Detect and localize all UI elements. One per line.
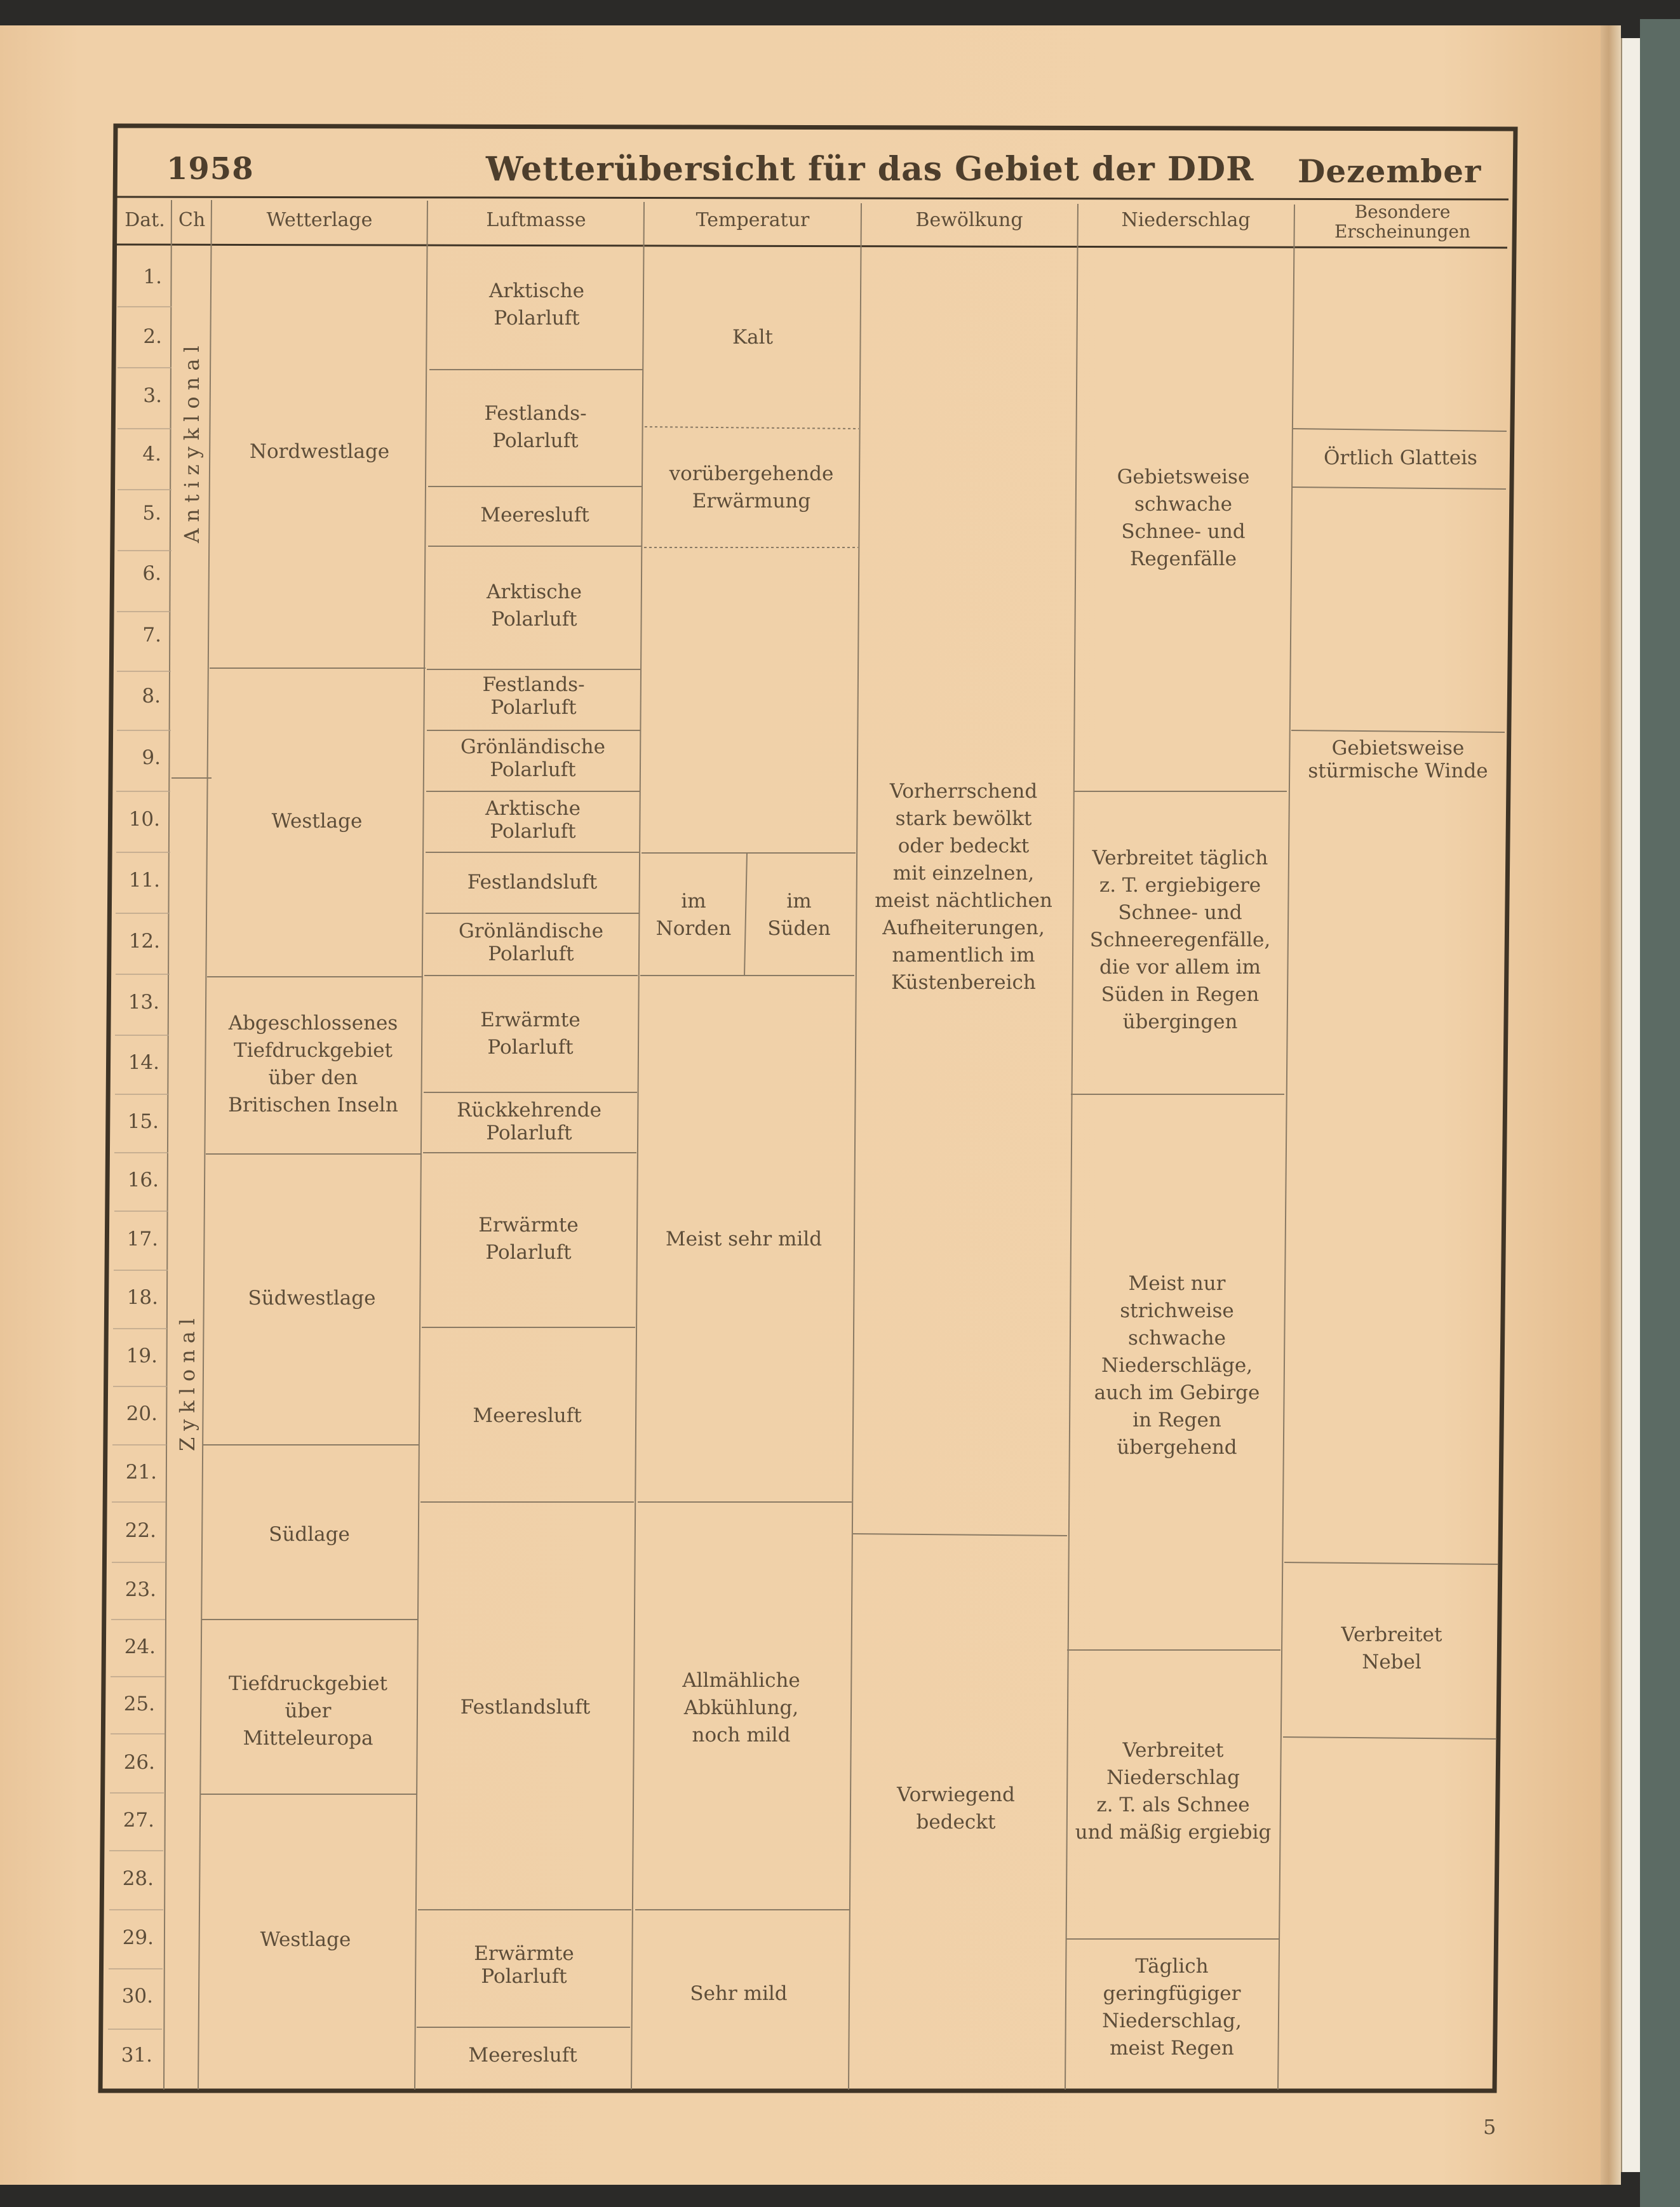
luftmasse-cell: Rückkehrende Polarluft	[457, 1099, 601, 1144]
page-title: Wetterübersicht für das Gebiet der DDR	[486, 150, 1254, 189]
temperatur-cell: vorübergehende Erwärmung	[669, 462, 834, 513]
wetterlage-cell: Abgeschlossenes Tiefdruckgebiet über den Britischen Inseln	[228, 1012, 398, 1117]
day-14: 14.	[128, 1051, 159, 1074]
page-number: 5	[1483, 2115, 1496, 2139]
niederschlag-cell: Gebietsweise schwache Schnee- und Regenfälle	[1117, 466, 1250, 570]
luftmasse-cell: Festlandsluft	[467, 871, 598, 894]
col-header-dat: Dat.	[124, 209, 165, 231]
luftmasse-cell: Erwärmte Polarluft	[474, 1942, 574, 1988]
niederschlag-cell: Meist nur strichweise schwache Niederschläge, auch im Gebirge in Regen übergehend	[1094, 1272, 1260, 1459]
day-4: 4.	[142, 443, 161, 466]
wetterlage-cell: Tiefdruckgebiet über Mitteleuropa	[229, 1672, 387, 1750]
besondere-cell: Örtlich Glatteis	[1324, 446, 1477, 469]
day-17: 17.	[126, 1228, 158, 1251]
temperatur-cell: Allmähliche Abkühlung, noch mild	[682, 1669, 800, 1747]
luftmasse-cell: Erwärmte Polarluft	[478, 1214, 579, 1264]
wetterlage-cell: Westlage	[271, 810, 363, 833]
day-26: 26.	[123, 1751, 155, 1774]
day-30: 30.	[121, 1985, 153, 2008]
luftmasse-cell: Grönländische Polarluft	[459, 920, 603, 965]
luftmasse-cell: Arktische Polarluft	[489, 279, 584, 330]
luftmasse-cell: Festlandsluft	[460, 1696, 591, 1719]
day-10: 10.	[128, 808, 160, 831]
day-13: 13.	[128, 991, 159, 1014]
col-header-temperatur: Temperatur	[696, 209, 810, 231]
luftmasse-cell: Festlands- Polarluft	[484, 402, 587, 452]
wetterlage-cell: Südlage	[269, 1523, 350, 1546]
luftmasse-cell: Festlands- Polarluft	[482, 673, 585, 719]
luftmasse-cell: Meeresluft	[468, 2044, 577, 2067]
niederschlag-cell: Täglich geringfügiger Niederschlag, meist Regen	[1102, 1955, 1242, 2060]
day-18: 18.	[126, 1286, 158, 1309]
col-header-ch: Ch	[178, 209, 206, 231]
day-31: 31.	[121, 2044, 152, 2067]
day-27: 27.	[123, 1809, 154, 1832]
day-2: 2.	[143, 325, 162, 348]
day-19: 19.	[126, 1345, 158, 1367]
luftmasse-cell: Arktische Polarluft	[485, 797, 581, 843]
luftmasse-cell: Meeresluft	[473, 1404, 582, 1427]
day-28: 28.	[122, 1867, 154, 1890]
wetterlage-cell: Nordwestlage	[249, 440, 390, 463]
day-1: 1.	[143, 265, 162, 288]
col-header-besondere: Besondere Erscheinungen	[1334, 201, 1471, 242]
luftmasse-cell: Arktische Polarluft	[487, 580, 582, 631]
temperatur-cell: Kalt	[732, 326, 773, 349]
day-16: 16.	[127, 1169, 159, 1191]
year-heading: 1958	[166, 151, 254, 187]
luftmasse-cell: Meeresluft	[480, 504, 589, 527]
day-23: 23.	[124, 1578, 156, 1601]
day-24: 24.	[124, 1635, 156, 1658]
col-header-wetterlage: Wetterlage	[266, 209, 373, 231]
month-heading: Dezember	[1298, 152, 1482, 190]
bewoelkung-cell: Vorwiegend bedeckt	[897, 1783, 1015, 1834]
day-8: 8.	[142, 685, 161, 708]
temperatur-cell: im Süden	[767, 890, 831, 940]
wetterlage-cell: Westlage	[260, 1928, 351, 1951]
day-3: 3.	[143, 384, 162, 407]
temperatur-cell: Meist sehr mild	[665, 1228, 823, 1251]
luftmasse-cell: Grönländische Polarluft	[460, 735, 605, 781]
day-11: 11.	[128, 869, 160, 892]
besondere-cell: Verbreitet Nebel	[1341, 1623, 1442, 1674]
day-25: 25.	[123, 1693, 155, 1715]
day-22: 22.	[124, 1519, 156, 1542]
day-15: 15.	[127, 1110, 159, 1133]
ch-antizyklonal: Antizyklonal	[180, 339, 204, 543]
niederschlag-cell: Verbreitet täglich z. T. ergiebigere Schnee- und Schneeregenfälle, die vor allem im Süden in Regen übergingen	[1089, 847, 1271, 1033]
day-7: 7.	[142, 624, 161, 647]
bewoelkung-cell: Vorherrschend stark bewölkt oder bedeckt mit einzelnen, meist nächtlichen Aufheiterungen, namentlich im Küstenbereich	[875, 780, 1052, 994]
niederschlag-cell: Verbreitet Niederschlag z. T. als Schnee und mäßig ergiebig	[1075, 1739, 1272, 1844]
col-header-niederschlag: Niederschlag	[1121, 209, 1251, 231]
col-header-bewoelkung: Bewölkung	[915, 209, 1023, 231]
day-12: 12.	[128, 930, 160, 953]
wetterlage-cell: Südwestlage	[248, 1287, 376, 1310]
besondere-cell: Gebietsweise stürmische Winde	[1308, 737, 1488, 782]
day-21: 21.	[125, 1461, 157, 1484]
day-9: 9.	[142, 746, 161, 769]
day-29: 29.	[122, 1926, 154, 1949]
temperatur-cell: Sehr mild	[690, 1982, 788, 2005]
luftmasse-cell: Erwärmte Polarluft	[480, 1009, 581, 1059]
col-header-luftmasse: Luftmasse	[486, 209, 586, 231]
day-20: 20.	[126, 1402, 158, 1425]
ch-zyklonal: Zyklonal	[175, 1311, 199, 1451]
temperatur-cell: im Norden	[655, 890, 732, 940]
day-6: 6.	[142, 562, 161, 585]
day-5: 5.	[142, 502, 161, 525]
